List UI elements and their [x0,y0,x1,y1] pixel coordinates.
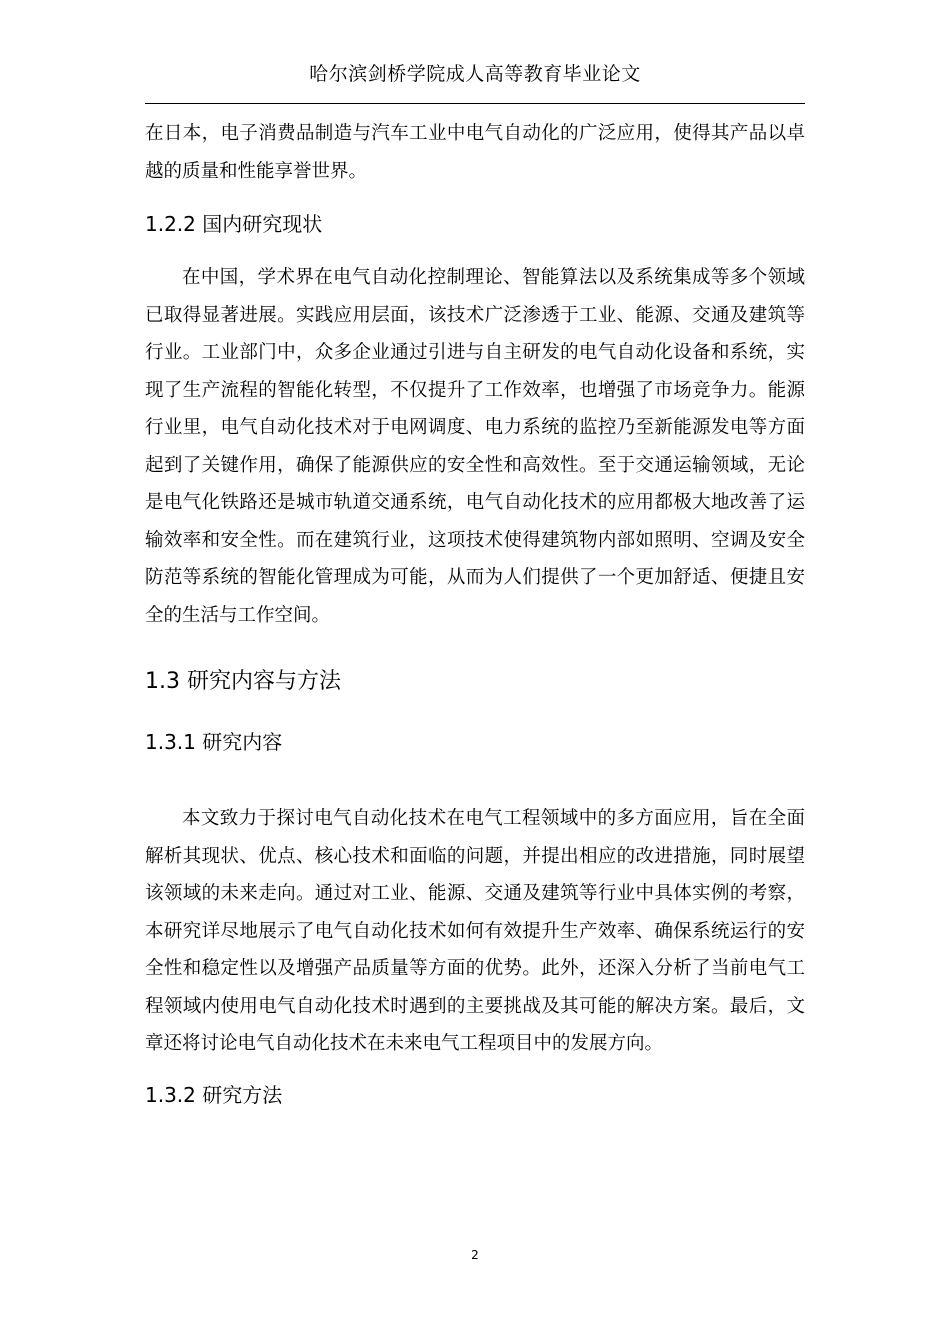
header-divider [145,103,805,104]
heading-1-3: 1.3 研究内容与方法 [145,669,341,694]
heading-1-3-2: 1.3.2 研究方法 [145,1083,283,1107]
heading-1-3-1: 1.3.1 研究内容 [145,730,283,754]
paragraph-japan: 在日本，电子消费品制造与汽车工业中电气自动化的广泛应用，使得其产品以卓越的质量和性能享誉世界。 [145,123,805,182]
paragraph-domestic-status: 在中国，学术界在电气自动化控制理论、智能算法以及系统集成等多个领域已取得显著进展。实践应用层面，该技术广泛渗透于工业、能源、交通及建筑等行业。工业部门中，众多企业通过引进与自主研发的电气自动化设备和系统，实现了生产流程的智能化转型，不仅提升了工作效率，也增强了市场竞争力。能源行业里，电气自动化技术对于电网调度、电力系统的监控乃至新能源发电等方面起到了关键作用，确保了能源供应的安全性和高效性。至于交通运输领域，无论是电气化铁路还是城市轨道交通系统，电气自动化技术的应用都极大地改善了运输效率和安全性。而在建筑行业，这项技术使得建筑物内部如照明、空调及安全防范等系统的智能化管理成为可能，从而为人们提供了一个更加舒适、便捷且安全的生活与工作空间。 [145,267,805,626]
page-header-title: 哈尔滨剑桥学院成人高等教育毕业论文 [309,63,641,85]
page-number: 2 [471,1248,479,1262]
heading-1-2-2: 1.2.2 国内研究现状 [145,212,323,236]
paragraph-research-content: 本文致力于探讨电气自动化技术在电气工程领域中的多方面应用，旨在全面解析其现状、优点、核心技术和面临的问题，并提出相应的改进措施，同时展望该领域的未来走向。通过对工业、能源、交通及建筑等行业中具体实例的考察，本研究详尽地展示了电气自动化技术如何有效提升生产效率、确保系统运行的安全性和稳定性以及增强产品质量等方面的优势。此外，还深入分析了当前电气工程领域内使用电气自动化技术时遇到的主要挑战及其可能的解决方案。最后，文章还将讨论电气自动化技术在未来电气工程项目中的发展方向。 [145,808,805,1054]
